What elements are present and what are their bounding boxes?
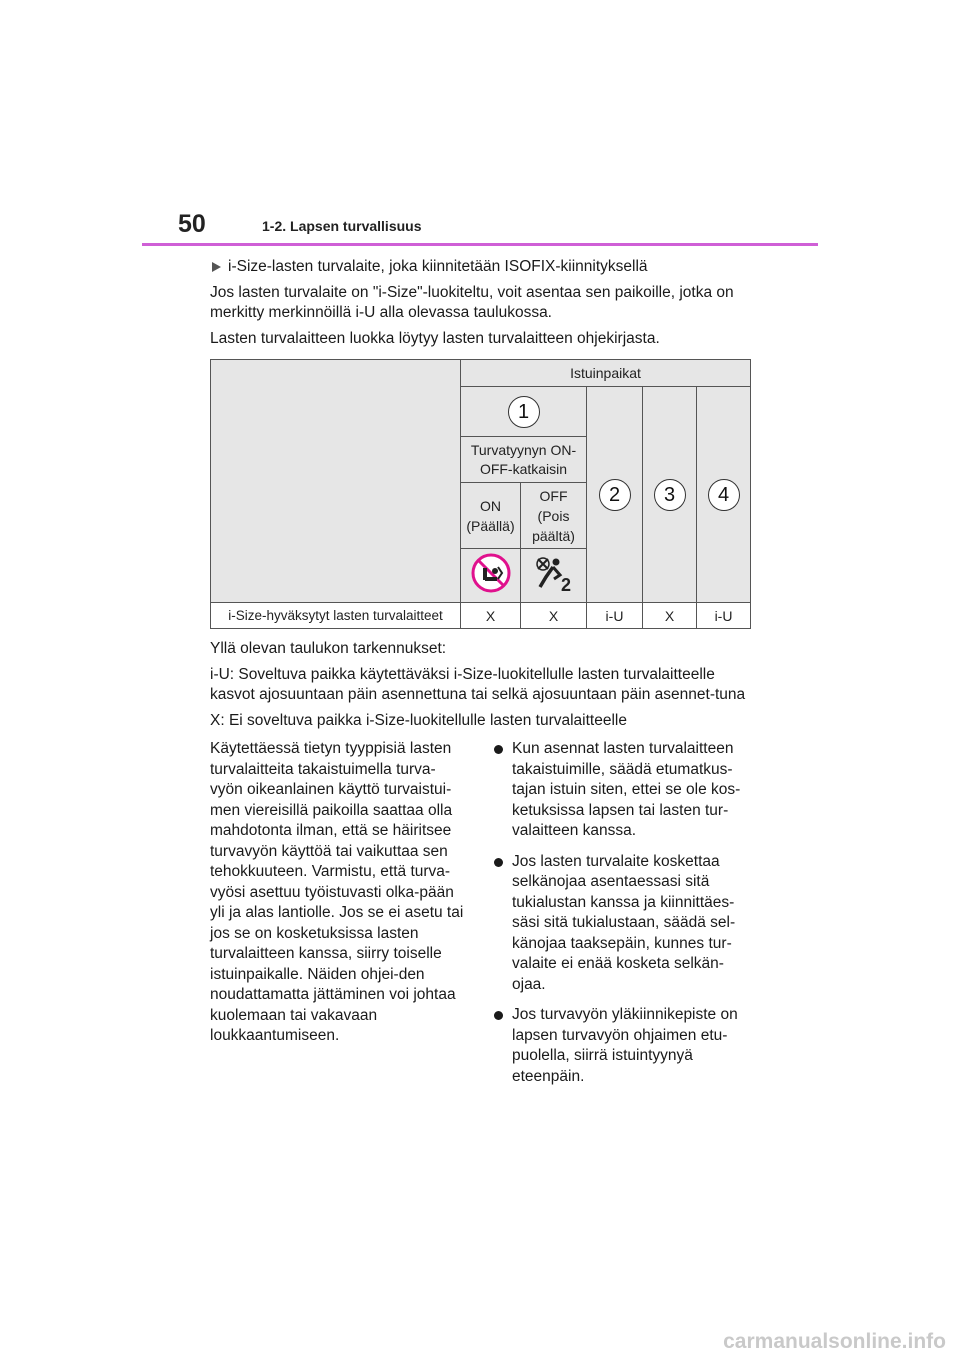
watermark: carmanualsonline.info [723, 1330, 946, 1353]
svg-text:2: 2 [560, 575, 571, 593]
airbag-on-label: ON (Päällä) [461, 483, 521, 549]
airbag-off-label: OFF (Pois päältä) [521, 483, 587, 549]
seat-table [210, 359, 751, 629]
list-item-text: Jos lasten turvalaite koskettaa selkänojaa asentaessasi sitä tukialustan kanssa ja kiinnittäes-säsi sitä tukialustaan, säädä sel-känojaa taaksepäin, kunnes tur-valaite ei enää kosketa selkän-ojaa. [512, 852, 736, 993]
row-value-3: i-U [587, 603, 643, 629]
note-iu: i-U: Soveltuva paikka käytettäväksi i-Size-luokitellulle lasten turvalaitteelle kasvot ajosuuntaan päin asennettuna tai selkä ajosuuntaan päin asennet-tuna [210, 666, 746, 703]
intro-paragraph: Jos lasten turvalaite on "i-Size"-luokiteltu, voit asentaa sen paikoille, jotka on merkitty merkinnöillä i-U alla olevassa taulukossa. [210, 284, 734, 321]
bullet-list [492, 739, 750, 1097]
seat-3-cell [643, 387, 697, 603]
header-divider [142, 243, 818, 246]
seat-1-cell [461, 387, 587, 437]
row-value-5: i-U [697, 603, 751, 629]
triangle-bullet-icon [212, 262, 221, 272]
subheading [210, 257, 750, 277]
section-title: 1-2. Lapsen turvallisuus [262, 218, 422, 234]
bullet-dot-icon [494, 858, 503, 867]
list-item [492, 852, 750, 996]
page-number: 50 [178, 210, 206, 238]
list-item [492, 739, 750, 842]
page-content [210, 257, 750, 1097]
icon-cell-on [461, 549, 521, 603]
row-label: i-Size-hyväksytyt lasten turvalaitteet [211, 603, 461, 629]
passenger-airbag-off-icon [532, 553, 576, 593]
bullet-dot-icon [494, 1011, 503, 1020]
warning-text: Käytettäessä tietyn tyyppisiä lasten turvalaitteita takaistuimella turva-vyön oikeanlainen käyttö turvaistui-men viereisillä paikoilla saattaa olla mahdotonta ilman, että se häiritsee turvavyön käyttöä tai vaikuttaa sen tehokkuuteen. Varmistu, että turva-vyösi asettuu työistuvasti olka-pään yli ja alas lantiolle. Jos se ei asetu tai jos se on kosketuksissa lasten turvalaitteen kanssa, siirry toiselle istuinpaikalle. Näiden ohjei-den noudattamatta jättäminen voi johtaa kuolemaan tai vakavaan loukkaantumiseen. [210, 740, 464, 1044]
table-header-seats: Istuinpaikat [461, 360, 751, 387]
table-empty-corner [211, 360, 461, 603]
airbag-disabled-icon [471, 553, 511, 593]
intro-paragraph-2: Lasten turvalaitteen luokka löytyy lasten turvalaitteen ohjekirjasta. [210, 330, 660, 347]
seat-4-cell [697, 387, 751, 603]
icon-cell-off [521, 549, 587, 603]
subheading-text: i-Size-lasten turvalaite, joka kiinnitetään ISOFIX-kiinnityksellä [228, 258, 648, 275]
row-value-1: X [461, 603, 521, 629]
seat-2-cell [587, 387, 643, 603]
notes-heading: Yllä olevan taulukon tarkennukset: [210, 640, 447, 657]
table-row [211, 603, 751, 629]
list-item-text: Kun asennat lasten turvalaitteen takaistuimille, säädä etumatkus-tajan istuin siten, ettei se ole kos-ketuksissa lapsen tai lasten tur-valaitteen kanssa. [512, 740, 741, 839]
row-value-4: X [643, 603, 697, 629]
table-notes [210, 639, 750, 731]
two-column-section [210, 739, 750, 1097]
seat-number-1: 1 [508, 396, 540, 428]
list-item-text: Jos turvavyön yläkiinnikepiste on lapsen turvavyön ohjaimen etu-puolella, siirrä istuintyynyä eteenpäin. [512, 1006, 738, 1085]
row-value-2: X [521, 603, 587, 629]
note-x: X: Ei soveltuva paikka i-Size-luokitellulle lasten turvalaitteelle [210, 712, 627, 729]
airbag-switch-label: Turvatyynyn ON-OFF-katkaisin [461, 437, 587, 483]
bullet-dot-icon [494, 745, 503, 754]
seat-number-3: 3 [654, 479, 686, 511]
seat-number-4: 4 [708, 479, 740, 511]
seat-number-2: 2 [599, 479, 631, 511]
list-item [492, 1005, 750, 1087]
